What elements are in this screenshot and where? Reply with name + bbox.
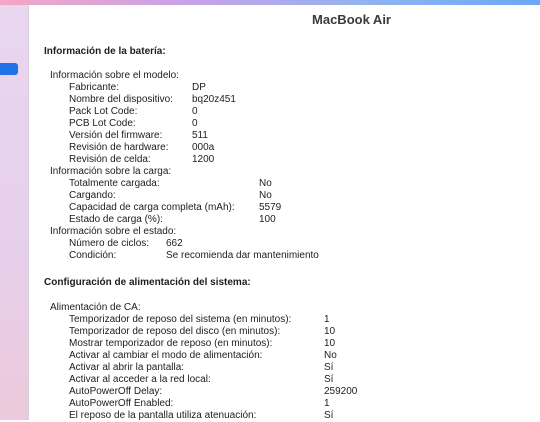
row-label: Nombre del dispositivo: xyxy=(69,94,173,105)
row-label: Número de ciclos: xyxy=(69,238,150,249)
row-label: AutoPowerOff Delay: xyxy=(69,386,163,397)
row-label: Revisión de hardware: xyxy=(69,142,169,153)
row-label: Mostrar temporizador de reposo (en minutos): xyxy=(69,338,273,349)
row-label: Condición: xyxy=(69,250,117,261)
row-value: 1 xyxy=(324,398,330,409)
row-label: Activar al acceder a la red local: xyxy=(69,374,211,385)
battery-section-title: Información de la batería: xyxy=(44,46,166,57)
report-pane xyxy=(29,5,540,420)
row-label: PCB Lot Code: xyxy=(69,118,136,129)
row-label: Temporizador de reposo del sistema (en minutos): xyxy=(69,314,292,325)
row-label: Cargando: xyxy=(69,190,116,201)
row-value: Sí xyxy=(324,410,334,421)
sidebar-selected-item-indicator[interactable] xyxy=(0,63,18,75)
row-value: 0 xyxy=(192,106,198,117)
row-label: Estado de carga (%): xyxy=(69,214,163,225)
row-value: 000a xyxy=(192,142,215,153)
state-info-heading: Información sobre el estado: xyxy=(50,226,177,237)
window-title: MacBook Air xyxy=(312,12,391,27)
row-value: 0 xyxy=(192,118,198,129)
row-label: Versión del firmware: xyxy=(69,130,163,141)
row-label: Temporizador de reposo del disco (en minutos): xyxy=(69,326,281,337)
power-section-title: Configuración de alimentación del sistema: xyxy=(44,277,251,288)
row-value: 100 xyxy=(259,214,276,225)
row-label: Totalmente cargada: xyxy=(69,178,160,189)
row-value: Sí xyxy=(324,374,334,385)
row-value: 10 xyxy=(324,326,336,337)
row-value: 662 xyxy=(166,238,183,249)
row-value: 10 xyxy=(324,338,336,349)
row-label: Pack Lot Code: xyxy=(69,106,138,117)
row-value: 259200 xyxy=(324,386,358,397)
row-value: 1 xyxy=(324,314,330,325)
row-value: 5579 xyxy=(259,202,282,213)
charge-info-heading: Información sobre la carga: xyxy=(50,166,172,177)
row-value: DP xyxy=(192,82,206,93)
row-label: El reposo de la pantalla utiliza atenuación: xyxy=(69,410,257,421)
row-label: Revisión de celda: xyxy=(69,154,151,165)
row-value: Se recomienda dar mantenimiento xyxy=(166,250,319,261)
row-value: No xyxy=(259,190,272,201)
row-label: AutoPowerOff Enabled: xyxy=(69,398,174,409)
row-label: Capacidad de carga completa (mAh): xyxy=(69,202,235,213)
row-value: No xyxy=(259,178,272,189)
ac-power-heading: Alimentación de CA: xyxy=(50,302,141,313)
row-value: 1200 xyxy=(192,154,215,165)
row-value: 511 xyxy=(192,130,208,141)
row-value: bq20z451 xyxy=(192,94,236,105)
model-info-heading: Información sobre el modelo: xyxy=(50,70,179,81)
row-value: Sí xyxy=(324,362,334,373)
row-value: No xyxy=(324,350,337,361)
row-label: Fabricante: xyxy=(69,82,120,93)
row-label: Activar al cambiar el modo de alimentación: xyxy=(69,350,263,361)
row-label: Activar al abrir la pantalla: xyxy=(69,362,185,373)
